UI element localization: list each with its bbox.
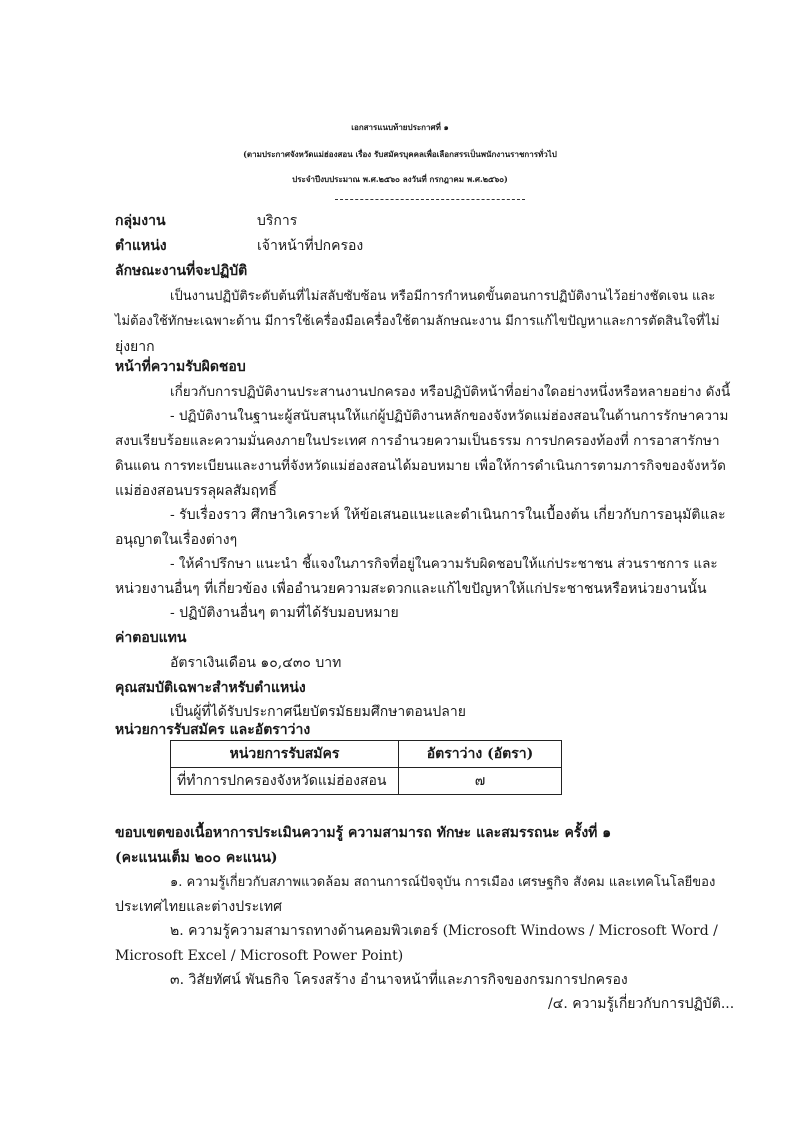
job-nature-heading: ลักษณะงานที่จะปฏิบัติ bbox=[115, 263, 248, 279]
responsibility-item: แม่ฮ่องสอนบรรลุผลสัมฤทธิ์ bbox=[115, 483, 277, 499]
group-label: กลุ่มงาน bbox=[115, 213, 166, 229]
qualification-heading: คุณสมบัติเฉพาะสำหรับตำแหน่ง bbox=[115, 680, 306, 696]
document-subtitle-line1: (ตามประกาศจังหวัดแม่ฮ่องสอน เรื่อง รับสมัครบุคคลเพื่อเลือกสรรเป็นพนักงานราชการทั่วไป bbox=[243, 149, 557, 159]
header-separator bbox=[335, 199, 525, 200]
units-heading: หน่วยการรับสมัคร และอัตราว่าง bbox=[115, 722, 311, 738]
scope-item: ๒. ความรู้ความสามารถทางด้านคอมพิวเตอร์ (Microsoft Windows / Microsoft Word / bbox=[170, 923, 718, 939]
responsibility-item: - รับเรื่องราว ศึกษาวิเคราะห์ ให้ข้อเสนอแนะและดำเนินการในเบื้องต้น เกี่ยวกับการอนุมัติและ bbox=[170, 507, 726, 523]
table-header-row bbox=[171, 741, 562, 768]
table-row bbox=[171, 768, 562, 795]
scope-item: ๓. วิสัยทัศน์ พันธกิจ โครงสร้าง อำนาจหน้าที่และภารกิจของกรมการปกครอง bbox=[170, 972, 628, 988]
position-label: ตำแหน่ง bbox=[115, 238, 167, 254]
responsibility-item: อนุญาตในเรื่องต่างๆ bbox=[115, 532, 238, 548]
scope-item: Microsoft Excel / Microsoft Power Point) bbox=[115, 948, 404, 964]
responsibility-item: - ปฏิบัติงานในฐานะผู้สนับสนุนให้แก่ผู้ปฏิบัติงานหลักของจังหวัดแม่ฮ่องสอนในด้านการรักษาความ bbox=[170, 408, 729, 424]
responsibility-item: ดินแดน การทะเบียนและงานที่จังหวัดแม่ฮ่องสอนได้มอบหมาย เพื่อให้การดำเนินการตามภารกิจของจังหวัด bbox=[115, 458, 726, 474]
scope-item: ประเทศไทยและต่างประเทศ bbox=[115, 899, 283, 915]
job-nature-line: ไม่ต้องใช้ทักษะเฉพาะด้าน มีการใช้เครื่องมือเครื่องใช้ตามลักษณะงาน มีการแก้ไขปัญหาและการตัดสินใจที่ไม่ bbox=[115, 314, 720, 329]
responsibility-item: - ให้คำปรึกษา แนะนำ ชี้แจงในภารกิจที่อยู่ในความรับผิดชอบให้แก่ประชาชน ส่วนราชการ และ bbox=[170, 556, 718, 572]
table-header-cell: หน่วยการรับสมัคร bbox=[171, 741, 399, 768]
qualification-value: เป็นผู้ที่ได้รับประกาศนียบัตรมัธยมศึกษาตอนปลาย bbox=[170, 704, 466, 720]
scope-heading: ขอบเขตของเนื้อหาการประเมินความรู้ ความสามารถ ทักษะ และสมรรถนะ ครั้งที่ ๑ bbox=[115, 825, 612, 841]
document-title: เอกสารแนบท้ายประกาศที่ ๑ bbox=[351, 122, 449, 132]
continued-note: /๔. ความรู้เกี่ยวกับการปฏิบัติ... bbox=[548, 996, 735, 1012]
units-table bbox=[170, 740, 562, 795]
table-cell: ๗ bbox=[399, 768, 562, 795]
responsibility-item: หน่วยงานอื่นๆ ที่เกี่ยวข้อง เพื่ออำนวยความสะดวกและแก้ไขปัญหาให้แก่ประชาชนหรือหน่วยงานนั้น bbox=[115, 581, 707, 597]
scope-item: ๑. ความรู้เกี่ยวกับสภาพแวดล้อม สถานการณ์ปัจจุบัน การเมือง เศรษฐกิจ สังคม และเทคโนโลยีของ bbox=[170, 875, 716, 890]
document-subtitle-line2: ประจำปีงบประมาณ พ.ศ.๒๕๖๐ ลงวันที่ กรกฎาคม พ.ศ.๒๕๖๐) bbox=[292, 174, 508, 184]
job-nature-line: ยุ่งยาก bbox=[115, 339, 155, 355]
group-value: บริการ bbox=[257, 213, 298, 229]
responsibilities-intro: เกี่ยวกับการปฏิบัติงานประสานงานปกครอง หรือปฏิบัติหน้าที่อย่างใดอย่างหนึ่งหรือหลายอย่าง ดังนี้ bbox=[170, 384, 731, 400]
responsibility-item: สงบเรียบร้อยและความมั่นคงภายในประเทศ การอำนวยความเป็นธรรม การปกครองท้องที่ การอาสารักษา bbox=[115, 433, 720, 449]
job-nature-line: เป็นงานปฏิบัติระดับต้นที่ไม่สลับซับซ้อน หรือมีการกำหนดขั้นตอนการปฏิบัติงานไว้อย่างชัดเจน และ bbox=[170, 289, 716, 304]
responsibilities-heading: หน้าที่ความรับผิดชอบ bbox=[115, 359, 246, 375]
position-value: เจ้าหน้าที่ปกครอง bbox=[257, 238, 364, 254]
compensation-value: อัตราเงินเดือน ๑๐,๔๓๐ บาท bbox=[170, 655, 342, 671]
compensation-heading: ค่าตอบแทน bbox=[115, 630, 187, 646]
responsibility-item: - ปฏิบัติงานอื่นๆ ตามที่ได้รับมอบหมาย bbox=[170, 605, 399, 621]
table-header-cell: อัตราว่าง (อัตรา) bbox=[399, 741, 562, 768]
table-cell: ที่ทำการปกครองจังหวัดแม่ฮ่องสอน bbox=[171, 768, 399, 795]
scope-subheading: (คะแนนเต็ม ๒๐๐ คะแนน) bbox=[115, 850, 278, 866]
